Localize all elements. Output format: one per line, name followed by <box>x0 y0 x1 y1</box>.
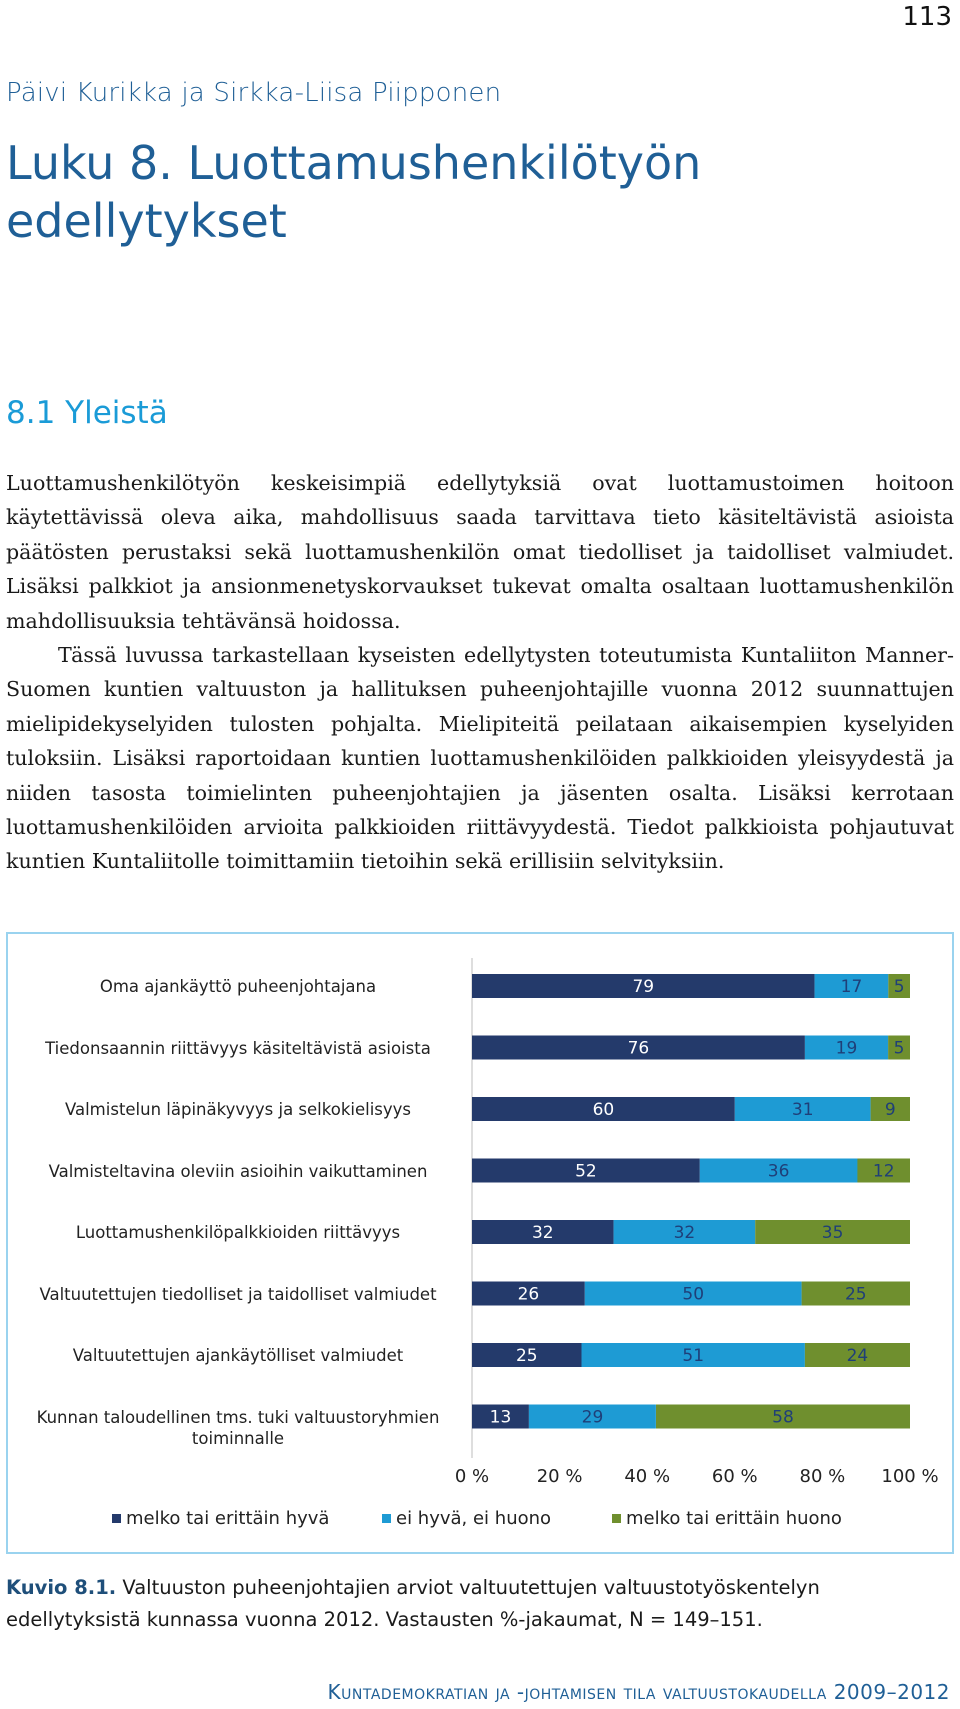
data-label: 25 <box>844 1284 867 1305</box>
data-label: 76 <box>627 1038 650 1059</box>
caption-label: Kuvio 8.1. <box>6 1576 117 1599</box>
data-label: 26 <box>517 1284 540 1305</box>
legend-swatch <box>382 1514 391 1523</box>
x-tick-label: 60 % <box>711 1466 758 1487</box>
data-label: 24 <box>846 1346 869 1366</box>
section-heading: 8.1 Yleistä <box>6 395 168 431</box>
data-label: 19 <box>835 1038 858 1059</box>
legend-label: melko tai erittäin huono <box>626 1508 842 1529</box>
x-tick-label: 20 % <box>536 1466 583 1487</box>
data-label: 58 <box>772 1407 794 1428</box>
x-tick-label: 0 % <box>454 1466 490 1487</box>
authors: Päivi Kurikka ja Sirkka-Liisa Piipponen <box>6 78 502 108</box>
data-label: 29 <box>581 1407 604 1428</box>
data-label: 32 <box>673 1223 696 1243</box>
caption-text: Valtuuston puheenjohtajien arviot valtuutettujen valtuustotyöskentelyn edellytyksistä kunnassa vuonna 2012. Vastausten %-jakaumat, N = 149–151. <box>6 1576 820 1631</box>
category-label: Valmistelun läpinäkyvyys ja selkokielisyys <box>64 1100 412 1119</box>
data-label: 17 <box>840 977 863 997</box>
x-tick-label: 40 % <box>624 1466 671 1487</box>
data-label: 9 <box>884 1100 896 1120</box>
category-label: Kunnan taloudellinen tms. tuki valtuustoryhmien toiminnalle <box>36 1407 440 1448</box>
x-tick-label: 100 % <box>881 1466 939 1487</box>
category-label: Luottamushenkilöpalkkioiden riittävyys <box>75 1223 401 1242</box>
running-footer: Kuntademokratian ja -johtamisen tila valtuustokaudella 2009–2012 <box>327 1680 950 1704</box>
data-label: 5 <box>893 977 905 997</box>
category-label: Valtuutettujen ajankäytölliset valmiudet <box>72 1346 404 1365</box>
category-label: Valtuutettujen tiedolliset ja taidolliset valmiudet <box>39 1284 437 1304</box>
category-label: Valmisteltavina oleviin asioihin vaikuttaminen <box>48 1161 428 1181</box>
data-label: 52 <box>575 1161 597 1182</box>
data-label: 50 <box>682 1284 705 1305</box>
x-tick-label: 80 % <box>799 1466 846 1487</box>
figure-chart <box>6 932 954 1554</box>
data-label: 12 <box>872 1161 895 1182</box>
data-label: 5 <box>893 1038 905 1059</box>
legend-label: melko tai erittäin hyvä <box>126 1508 330 1529</box>
body-text <box>6 466 954 879</box>
data-label: 51 <box>682 1346 705 1366</box>
data-label: 60 <box>592 1100 615 1120</box>
paragraph: Tässä luvussa tarkastellaan kyseisten edellytysten toteutumista Kuntaliiton Manner-Suomen kuntien valtuuston ja hallituksen puheenjohtajille vuonna 2012 suunnattujen mielipidekyselyiden tulosten pohjalta. Mielipiteitä peilataan aikaisempien kyselyiden tuloksiin. Lisäksi raportoidaan kuntien luottamushenkilöiden palkkioiden yleisyydestä ja niiden tasosta toimielinten puheenjohtajien ja jäsenten osalta. Lisäksi kerrotaan luottamushenkilöiden arvioita palkkioiden riittävyydestä. Tiedot palkkioista pohjautuvat kuntien Kuntaliitolle toimittamiin tietoihin sekä erillisiin selvityksiin. <box>6 643 954 874</box>
data-label: 25 <box>515 1346 538 1366</box>
data-label: 35 <box>821 1223 844 1243</box>
legend-swatch <box>612 1514 621 1523</box>
legend-swatch <box>112 1514 121 1523</box>
chapter-title: Luku 8. Luottamushenkilötyön edellytykset <box>6 136 702 248</box>
data-label: 13 <box>489 1407 512 1428</box>
data-label: 79 <box>632 977 655 997</box>
data-label: 31 <box>791 1100 814 1120</box>
legend-label: ei hyvä, ei huono <box>396 1508 552 1529</box>
category-label: Tiedonsaannin riittävyys käsiteltävistä asioista <box>45 1038 431 1058</box>
figure-caption <box>6 1572 954 1636</box>
category-label: Oma ajankäyttö puheenjohtajana <box>99 977 377 996</box>
stacked-bar-chart <box>8 934 952 1552</box>
data-label: 32 <box>531 1223 554 1243</box>
data-label: 36 <box>767 1161 790 1182</box>
paragraph: Luottamushenkilötyön keskeisimpiä edellytyksiä ovat luottamustoimen hoitoon käytettävissä oleva aika, mahdollisuus saada tarvittava tieto käsiteltävistä asioista päätösten perustaksi sekä luottamushenkilön omat tiedolliset ja taidolliset valmiudet. Lisäksi palkkiot ja ansionmenetyskorvaukset tukevat omalta osaltaan luottamushenkilön mahdollisuuksia tehtävänsä hoidossa. <box>6 471 954 633</box>
page-number: 113 <box>902 2 952 32</box>
